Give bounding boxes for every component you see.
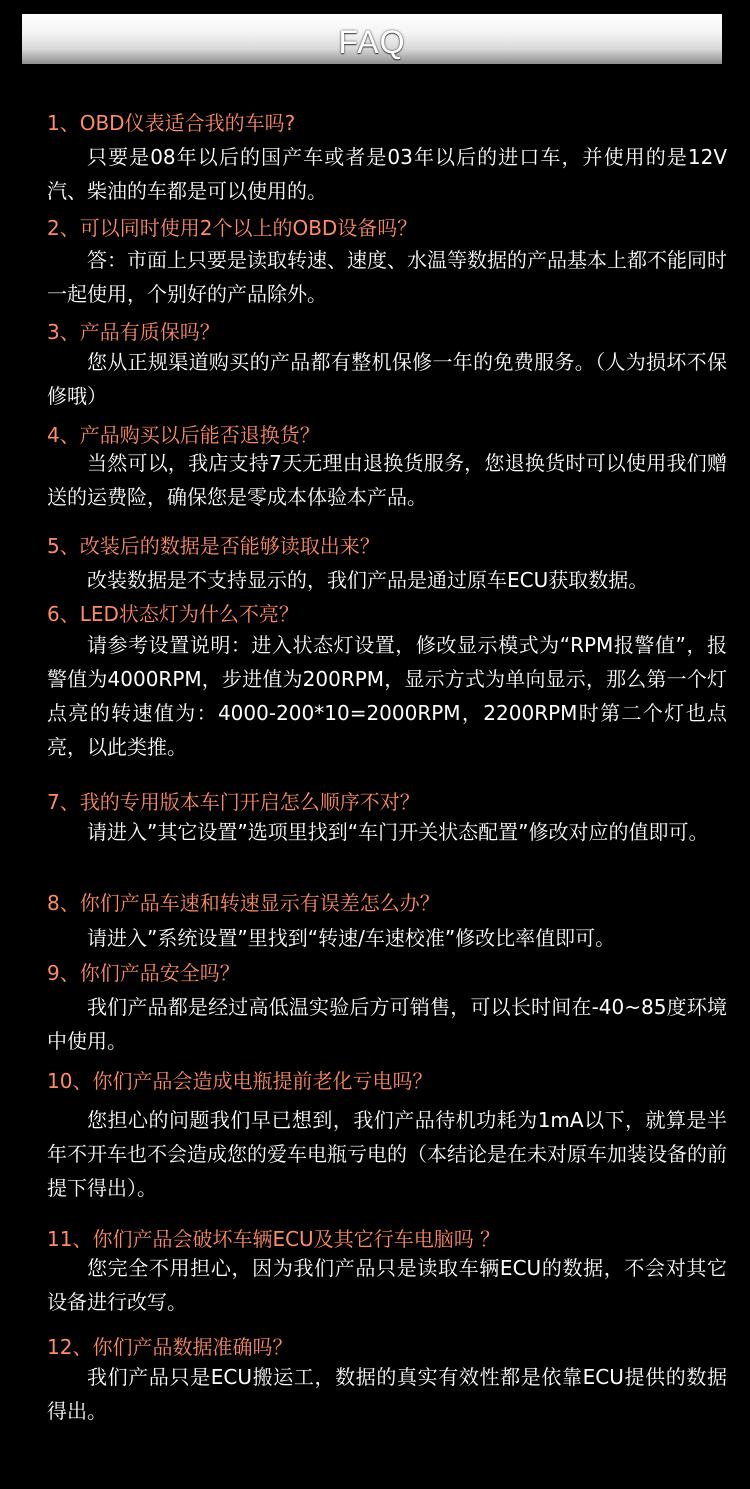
faq-question-7: 7、我的专用版本车门开启怎么顺序不对？ <box>47 790 420 814</box>
faq-question-5: 5、改装后的数据是否能够读取出来？ <box>47 534 380 558</box>
faq-question-1: 1、OBD仪表适合我的车吗? <box>47 111 296 135</box>
faq-question-6: 6、LED状态灯为什么不亮？ <box>47 602 299 626</box>
faq-answer-9: 我们产品都是经过高低温实验后方可销售，可以长时间在-40~85度环境中使用。 <box>47 995 727 1053</box>
faq-question-3: 3、产品有质保吗？ <box>47 320 220 344</box>
faq-answer-2: 答：市面上只要是读取转速、速度、水温等数据的产品基本上都不能同时一起使用，个别好的产品除外。 <box>47 248 727 306</box>
faq-answer-3: 您从正规渠道购买的产品都有整机保修一年的免费服务。（人为损坏不保修哦） <box>47 350 727 408</box>
faq-question-4: 4、产品购买以后能否退换货？ <box>47 423 320 447</box>
faq-answer-6: 请参考设置说明：进入状态灯设置，修改显示模式为“RPM报警值”，报警值为4000RPM，步进值为200RPM，显示方式为单向显示，那么第一个灯点亮的转速值为：4000-200*10=2000RPM，2200RPM时第二个灯也点亮，以此类推。 <box>47 633 727 759</box>
faq-question-10: 10、你们产品会造成电瓶提前老化亏电吗？ <box>47 1069 433 1093</box>
faq-question-8: 8、你们产品车速和转速显示有误差怎么办？ <box>47 891 440 915</box>
faq-answer-8: 请进入”系统设置”里找到“转速/车速校准”修改比率值即可。 <box>87 926 616 950</box>
faq-answer-5: 改装数据是不支持显示的，我们产品是通过原车ECU获取数据。 <box>87 568 649 592</box>
faq-answer-12: 我们产品只是ECU搬运工，数据的真实有效性都是依靠ECU提供的数据得出。 <box>47 1365 727 1423</box>
faq-answer-4: 当然可以，我店支持7天无理由退换货服务，您退换货时可以使用我们赠送的运费险，确保您是零成本体验本产品。 <box>47 451 727 509</box>
faq-question-9: 9、你们产品安全吗？ <box>47 961 240 985</box>
faq-answer-1: 只要是08年以后的国产车或者是03年以后的进口车，并使用的是12V汽、柴油的车都是可以使用的。 <box>47 145 727 203</box>
page-title: FAQ <box>338 23 406 60</box>
faq-answer-7: 请进入”其它设置”选项里找到“车门开关状态配置”修改对应的值即可。 <box>87 820 709 844</box>
faq-question-12: 12、你们产品数据准确吗？ <box>47 1335 293 1359</box>
faq-answer-11: 您完全不用担心，因为我们产品只是读取车辆ECU的数据，不会对其它设备进行改写。 <box>47 1256 727 1314</box>
faq-question-11: 11、你们产品会破坏车辆ECU及其它行车电脑吗 ？ <box>47 1227 501 1251</box>
faq-answer-10: 您担心的问题我们早已想到，我们产品待机功耗为1mA以下，就算是半年不开车也不会造成您的爱车电瓶亏电的（本结论是在未对原车加装设备的前提下得出）。 <box>47 1108 727 1200</box>
faq-question-2: 2、可以同时使用2个以上的OBD设备吗？ <box>47 216 418 240</box>
